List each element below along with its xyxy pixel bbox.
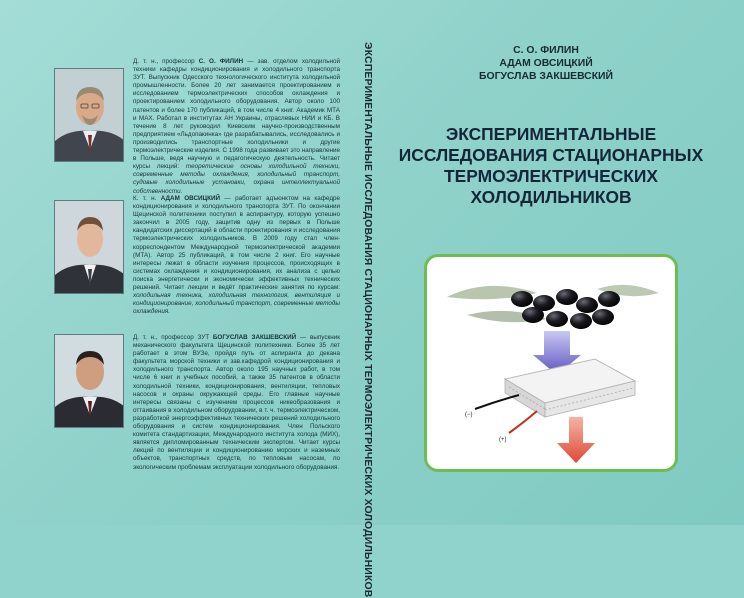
bio-prefix: К. т. н. (133, 195, 157, 202)
title-line: ЭКСПЕРИМЕНТАЛЬНЫЕ (445, 124, 657, 144)
bio-body: — выпускник механического факультета Щецинской политехники. Более 35 лет работает в этом ВУЗе, пройдя путь от аспиранта до декана факультета морской техники и зав.кафедрой кондиционирования и холодильного транспорта. Автор около 195 научных работ, в том числе 6 книг и учебных пособий, а также 35 патентов в области холодильной техники, кондиционирования, вентиляции, тепловых насосов и охраны окружающей среды. Его главные научные интересы связаны с изучением процессов никеобразования и оттаивания в холодильном оборудовании, в т. ч. термоэлектрическом, разработкой энергоэффективных технических решений холодильного оборудования и систем кондиционирования. Член Польского комитета стандартизации, Международного института холода (МИХ), является дипломированным техническим экспертом. Читает курсы лекций по вентиляции и кондиционированию морских и наземных объектов, транспортных средств, по тепловым насосам, по экологическим проблемам эксплуатации холодильного оборудования. (133, 334, 341, 471)
bio-zakshevsky (133, 334, 340, 472)
author-name: БОГУСЛАВ ЗАКШЕВСКИЙ (479, 71, 613, 82)
title-line: ХОЛОДИЛЬНИКОВ (470, 187, 632, 207)
bio-body: — зав. отделом холодильной техники кафедры кондиционирования и холодильного транспорта ЗУТ. Выпускник Одесского технологического института холодильной промышленности. Более 20 лет занимается проектированием и исследованием термоэлектрических способов охлаждения и проектированием холодильного оборудования. Автор около 100 патентов и более 170 публикаций, в том числе 4 книг. Академик МТА и МАХ. Работал в институтах АН Украины, отраслевых НИИ и КБ. В течение 8 лет руководил Киевским научно-производственным предприятием «Льдопакинка» где разрабатывались, исследовались и производились транспортные холодильники и другие термоэлектрические изделия. С 1998 года развивает это направление в Польше, ведя научную и педагогическую деятельность. Читает курсы лекций: (133, 58, 341, 171)
author-photo-ovsitsky (54, 200, 124, 294)
bio-filin (133, 58, 340, 196)
bio-prefix: Д. т. н., профессор ЗУТ (133, 334, 210, 341)
book-spine (360, 40, 373, 598)
title-line: ТЕРМОЭЛЕКТРИЧЕСКИХ (444, 166, 658, 186)
author-name: АДАМ ОВСИЦКИЙ (499, 58, 593, 69)
bio-courses: теоретические основы холодильной техники, современные методы охлаждения, холодильный транспорт, судовые холодильные установки, охрана интеллектуальной собственности. (133, 163, 341, 195)
bio-prefix: Д. т. н., профессор (133, 58, 195, 65)
peltier-module-drawing (427, 257, 675, 469)
bio-name: АДАМ ОВСИЦКИЙ (160, 195, 221, 202)
positive-terminal-label: (+) (499, 437, 507, 443)
author-photo-zakshevsky (54, 334, 124, 428)
bio-body: — работает адъюнктом на кафедре кондиционирования и холодильного транспорта ЗУТ. По окончании Щецинской политехники поступил в аспирантуру, которую успешно закончил в 2005 году, защитив одну из первых в Польше кандидатских диссертаций в области проектирования и исследования термоэлектрических холодильников. В 2009 году стал член-корреспондентом Международной термоэлектрической академии (МТА). Автор 25 публикаций, в том числе 2 книг. Его научные интересы лежат в области изучения процессов, происходящих в системах охлаждения и кондиционирования, их анализа с целью поиска энергетически и экономически эффективных технических решений. Читает лекции и ведёт практические занятия по курсам: (133, 195, 341, 292)
spine-title: ЭКСПЕРИМЕНТАЛЬНЫЕ ИССЛЕДОВАНИЯ СТАЦИОНАРНЫХ ТЕРМОЭЛЕКТРИЧЕСКИХ ХОЛОДИЛЬНИКОВ (362, 42, 373, 598)
bio-courses: холодильная техника, холодильная технология, вентиляция и кондиционирование, холодильный транспорт, современные методы охлаждения. (133, 292, 340, 316)
book-title (398, 124, 704, 208)
title-line: ИССЛЕДОВАНИЯ СТАЦИОНАРНЫХ (398, 145, 704, 165)
authors-block (476, 44, 616, 83)
bio-ovsitsky (133, 195, 340, 316)
author-name: С. О. ФИЛИН (513, 45, 579, 56)
author-photo-filin (54, 68, 124, 162)
bio-name: С. О. ФИЛИН (198, 58, 244, 65)
thermoelectric-illustration (424, 254, 678, 472)
bio-name: БОГУСЛАВ ЗАКШЕВСКИЙ (212, 334, 297, 341)
negative-terminal-label: (−) (465, 412, 473, 418)
